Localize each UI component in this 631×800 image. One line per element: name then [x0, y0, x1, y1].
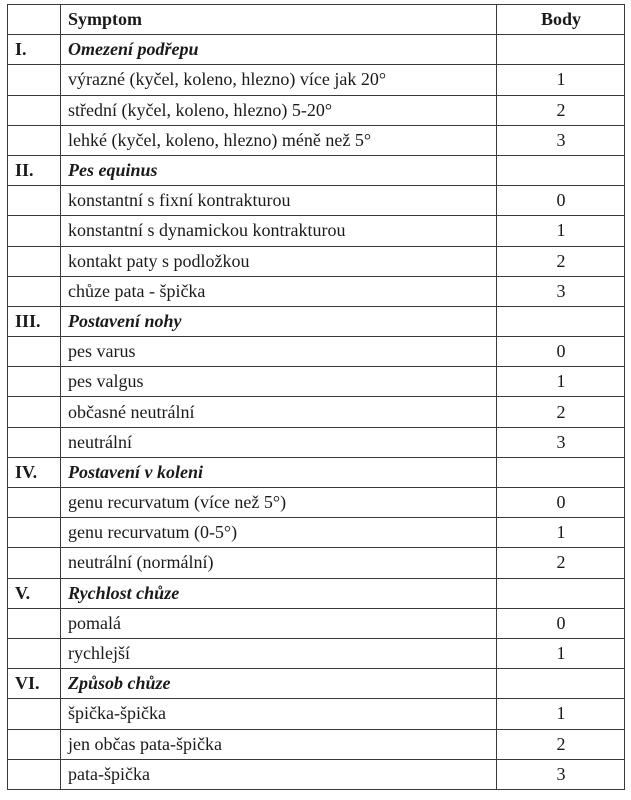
symptom-label: genu recurvatum (0-5°) — [61, 518, 497, 548]
section-row — [8, 457, 625, 487]
table-row — [8, 548, 625, 578]
table-row — [8, 367, 625, 397]
row-number-empty — [8, 65, 61, 95]
scoring-table — [7, 4, 625, 790]
table-row — [8, 699, 625, 729]
symptom-label: pes valgus — [61, 367, 497, 397]
points-value: 2 — [497, 729, 625, 759]
symptom-label: konstantní s fixní kontrakturou — [61, 186, 497, 216]
symptom-label: jen občas pata-špička — [61, 729, 497, 759]
symptom-label: neutrální — [61, 427, 497, 457]
symptom-label: rychlejší — [61, 638, 497, 668]
section-row — [8, 669, 625, 699]
points-value: 1 — [497, 699, 625, 729]
row-number-empty — [8, 186, 61, 216]
row-number-empty — [8, 488, 61, 518]
points-value: 2 — [497, 548, 625, 578]
points-value: 1 — [497, 518, 625, 548]
table-row — [8, 246, 625, 276]
section-number: II. — [8, 155, 61, 185]
header-symptom: Symptom — [61, 5, 497, 35]
points-value: 2 — [497, 95, 625, 125]
section-row — [8, 155, 625, 185]
section-number: V. — [8, 578, 61, 608]
section-row — [8, 578, 625, 608]
section-points-empty — [497, 155, 625, 185]
points-value: 1 — [497, 638, 625, 668]
table-header-row — [8, 5, 625, 35]
table-row — [8, 125, 625, 155]
table-row — [8, 488, 625, 518]
section-title: Pes equinus — [61, 155, 497, 185]
row-number-empty — [8, 337, 61, 367]
section-number: I. — [8, 35, 61, 65]
row-number-empty — [8, 699, 61, 729]
section-points-empty — [497, 669, 625, 699]
section-number: VI. — [8, 669, 61, 699]
table-row — [8, 638, 625, 668]
section-points-empty — [497, 457, 625, 487]
header-points: Body — [497, 5, 625, 35]
row-number-empty — [8, 95, 61, 125]
table-row — [8, 397, 625, 427]
row-number-empty — [8, 216, 61, 246]
row-number-empty — [8, 427, 61, 457]
row-number-empty — [8, 367, 61, 397]
table-row — [8, 608, 625, 638]
section-points-empty — [497, 578, 625, 608]
points-value: 0 — [497, 488, 625, 518]
symptom-label: pes varus — [61, 337, 497, 367]
section-title: Omezení podřepu — [61, 35, 497, 65]
symptom-label: špička-špička — [61, 699, 497, 729]
row-number-empty — [8, 608, 61, 638]
symptom-label: genu recurvatum (více než 5°) — [61, 488, 497, 518]
row-number-empty — [8, 276, 61, 306]
symptom-label: výrazné (kyčel, koleno, hlezno) více jak 20° — [61, 65, 497, 95]
table-row — [8, 186, 625, 216]
row-number-empty — [8, 246, 61, 276]
table-row — [8, 427, 625, 457]
row-number-empty — [8, 729, 61, 759]
symptom-label: kontakt paty s podložkou — [61, 246, 497, 276]
row-number-empty — [8, 638, 61, 668]
symptom-label: pata-špička — [61, 759, 497, 789]
header-number-cell — [8, 5, 61, 35]
section-row — [8, 35, 625, 65]
symptom-label: konstantní s dynamickou kontrakturou — [61, 216, 497, 246]
table-row — [8, 65, 625, 95]
table-body — [8, 35, 625, 790]
row-number-empty — [8, 518, 61, 548]
table-row — [8, 759, 625, 789]
section-title: Rychlost chůze — [61, 578, 497, 608]
section-row — [8, 306, 625, 336]
points-value: 1 — [497, 216, 625, 246]
points-value: 2 — [497, 397, 625, 427]
points-value: 3 — [497, 125, 625, 155]
row-number-empty — [8, 759, 61, 789]
points-value: 0 — [497, 608, 625, 638]
points-value: 3 — [497, 759, 625, 789]
points-value: 0 — [497, 186, 625, 216]
points-value: 0 — [497, 337, 625, 367]
symptom-label: občasné neutrální — [61, 397, 497, 427]
table-row — [8, 729, 625, 759]
table-row — [8, 518, 625, 548]
row-number-empty — [8, 125, 61, 155]
section-number: III. — [8, 306, 61, 336]
table-row — [8, 95, 625, 125]
points-value: 3 — [497, 427, 625, 457]
section-title: Postavení v koleni — [61, 457, 497, 487]
symptom-label: střední (kyčel, koleno, hlezno) 5-20° — [61, 95, 497, 125]
points-value: 1 — [497, 65, 625, 95]
points-value: 3 — [497, 276, 625, 306]
section-title: Postavení nohy — [61, 306, 497, 336]
row-number-empty — [8, 548, 61, 578]
section-title: Způsob chůze — [61, 669, 497, 699]
symptom-label: neutrální (normální) — [61, 548, 497, 578]
points-value: 1 — [497, 367, 625, 397]
section-points-empty — [497, 35, 625, 65]
table-row — [8, 337, 625, 367]
table-row — [8, 216, 625, 246]
symptom-label: chůze pata - špička — [61, 276, 497, 306]
section-points-empty — [497, 306, 625, 336]
points-value: 2 — [497, 246, 625, 276]
symptom-label: lehké (kyčel, koleno, hlezno) méně než 5° — [61, 125, 497, 155]
section-number: IV. — [8, 457, 61, 487]
table-row — [8, 276, 625, 306]
symptom-label: pomalá — [61, 608, 497, 638]
row-number-empty — [8, 397, 61, 427]
